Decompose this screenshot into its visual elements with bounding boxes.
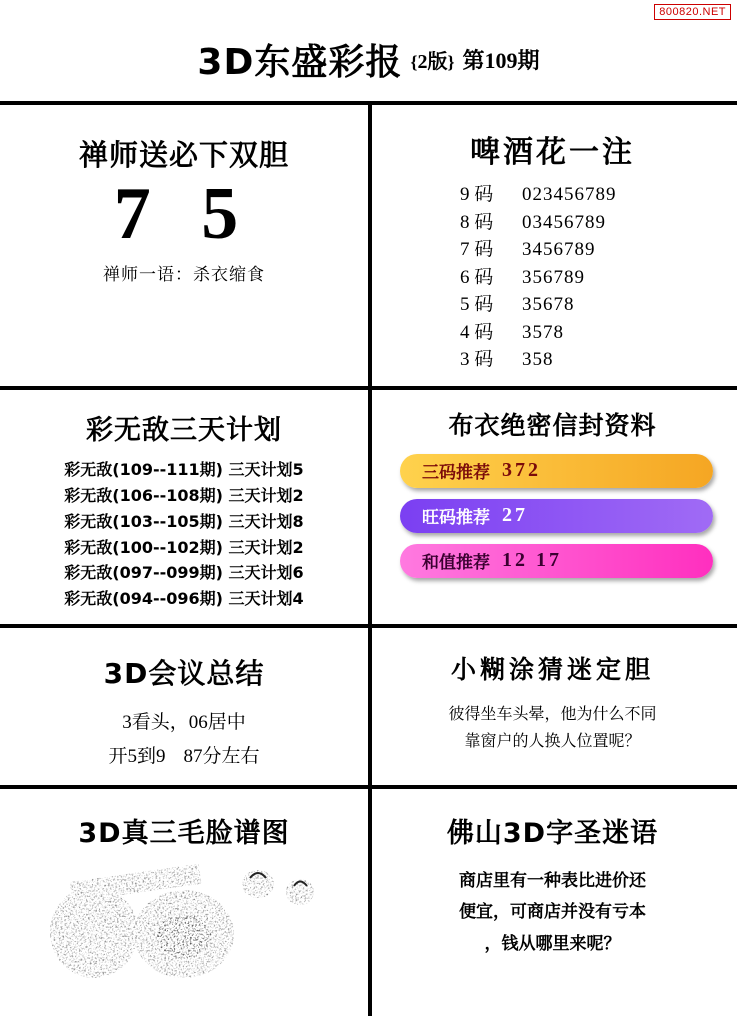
- face-artwork: [14, 854, 354, 1004]
- secret-title: 布衣绝密信封资料: [448, 410, 657, 440]
- meeting-line-2: [14, 740, 354, 773]
- beer-row-label: 3 码: [460, 349, 494, 371]
- list-item: [460, 346, 723, 374]
- beer-list: [382, 181, 723, 374]
- foshan-line-1: 商店里有一种表比进价还: [459, 870, 646, 891]
- list-item: 彩无敌(094--096期) 三天计划4: [64, 589, 304, 609]
- page-title: 3D东盛彩报: [197, 42, 403, 83]
- bar-value: 27: [502, 504, 528, 527]
- list-item: 彩无敌(106--108期) 三天计划2: [64, 485, 304, 505]
- riddle-small-line-1: 彼得坐车头晕，他为什么不同: [448, 704, 657, 724]
- beer-row-value: 3578: [522, 321, 564, 343]
- page-header: [0, 0, 737, 85]
- divider-vertical: [368, 789, 372, 1016]
- list-item: 彩无敌(097--099期) 三天计划6: [64, 563, 304, 583]
- beer-row-label: 7 码: [460, 239, 494, 261]
- divider-vertical: [368, 390, 372, 624]
- grid-row: [0, 105, 737, 386]
- status-badge: [400, 454, 713, 488]
- block-meeting: [0, 628, 368, 785]
- status-badge: [400, 499, 713, 533]
- divider-vertical: [368, 105, 372, 386]
- beer-row-label: 9 码: [460, 184, 494, 205]
- list-item: 彩无敌(100--102期) 三天计划2: [64, 537, 304, 557]
- bar-label: 旺码推荐: [422, 508, 490, 529]
- bar-label: 和值推荐: [422, 553, 490, 574]
- edition-badge: [410, 51, 454, 73]
- zenmaster-numbers: 7 5: [113, 173, 255, 255]
- block-secret: [368, 390, 737, 624]
- meeting-line-1: 3看头，06居中: [122, 712, 246, 734]
- plan-title: 彩无敌三天计划: [86, 414, 282, 446]
- meeting-line-2a: 开5到9: [108, 745, 166, 767]
- grid-row: [0, 789, 737, 1016]
- riddle-small-line-2: 靠窗户的人换人位置呢？: [464, 731, 641, 751]
- meeting-line-2b: 87分左右: [183, 745, 260, 767]
- block-beer: [368, 105, 737, 386]
- zenmaster-subtitle: 禅师一语：杀衣缩食: [103, 264, 265, 284]
- beer-row-label: 6 码: [460, 266, 494, 288]
- bar-value: 372: [502, 459, 541, 482]
- foshan-line-3: ，钱从哪里来呢？: [484, 933, 621, 954]
- edition-brace-close: }: [447, 52, 455, 72]
- secret-bars: [382, 454, 723, 578]
- status-badge: [400, 544, 713, 578]
- edition-label: 2版: [417, 51, 448, 73]
- list-item: [460, 209, 723, 237]
- beer-row-value: 356789: [522, 266, 585, 288]
- block-foshan: [368, 789, 737, 1016]
- grid-row: [0, 390, 737, 624]
- watermark: 800820.NET: [654, 4, 731, 20]
- meeting-title: 3D会议总结: [103, 657, 265, 691]
- beer-row-value: 03456789: [522, 211, 606, 233]
- divider-vertical: [368, 628, 372, 785]
- list-item: 彩无敌(103--105期) 三天计划8: [64, 511, 304, 531]
- issue-label: 第109期: [462, 48, 540, 73]
- bar-label: 三码推荐: [422, 463, 490, 484]
- riddle-small-title: 小糊涂猜迷定胆: [450, 655, 654, 685]
- block-zenmaster: [0, 105, 368, 386]
- list-item: [460, 319, 723, 347]
- content-grid: [0, 101, 737, 1016]
- edition-brace-open: {: [410, 52, 418, 72]
- beer-row-label: 8 码: [460, 211, 494, 233]
- list-item: [460, 181, 723, 209]
- list-item: [460, 291, 723, 319]
- list-item: [460, 236, 723, 264]
- beer-row-value: 023456789: [522, 184, 617, 205]
- block-face: [0, 789, 368, 1016]
- beer-row-label: 5 码: [460, 294, 494, 316]
- block-riddle-small: [368, 628, 737, 785]
- face-title: 3D真三毛脸谱图: [78, 817, 290, 849]
- foshan-line-2: 便宜，可商店并没有亏本: [459, 902, 646, 923]
- beer-row-label: 4 码: [460, 321, 494, 343]
- beer-row-value: 3456789: [522, 239, 596, 261]
- foshan-title: 佛山3D字圣迷语: [446, 817, 659, 849]
- block-plan: [0, 390, 368, 624]
- list-item: 彩无敌(109--111期) 三天计划5: [64, 459, 304, 479]
- face-art-svg: [32, 854, 332, 1004]
- zenmaster-title: 禅师送必下双胆: [78, 138, 289, 172]
- beer-title: 啤酒花一注: [470, 135, 635, 170]
- list-item: [460, 264, 723, 292]
- plan-list: [14, 457, 354, 612]
- beer-row-value: 35678: [522, 294, 575, 316]
- beer-row-value: 358: [522, 349, 554, 371]
- bar-value: 12 17: [502, 549, 562, 572]
- grid-row: [0, 628, 737, 785]
